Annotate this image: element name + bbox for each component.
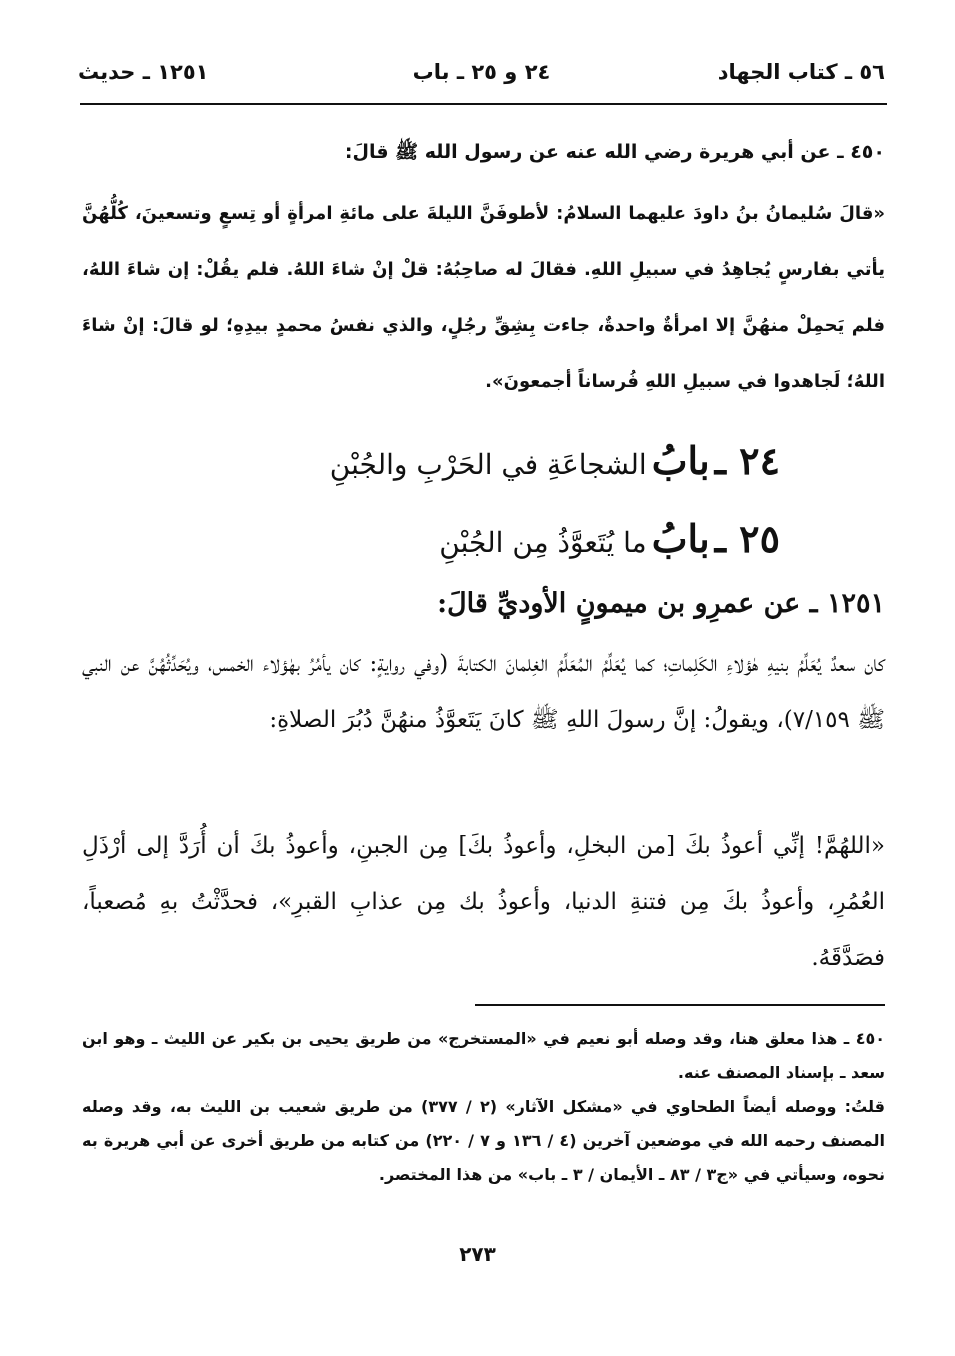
hadith-1251-heading xyxy=(82,588,885,619)
footnote-divider xyxy=(475,1004,885,1006)
chapter-24-label: بابُ xyxy=(651,438,710,483)
hadith-1251-supplication xyxy=(82,818,885,986)
chapter-25-title: ما يُتَعوَّذُ مِن الجُبْنِ xyxy=(439,526,647,559)
chapter-24-title: الشجاعَةِ في الحَرْبِ والجُبْنِ xyxy=(329,448,647,481)
chapter-24-number: ٢٤ ـ xyxy=(714,438,780,483)
footnote-450: ٤٥٠ ـ هذا معلق هنا، وقد وصله أبو نعيم في «المستخرج» من طريق يحيى بن بكير عن الليث ـ وهو ابن سعد ـ بإسناد المصنف عنه. xyxy=(82,1029,885,1082)
hadith-450 xyxy=(82,140,885,168)
running-header xyxy=(78,60,885,96)
hadith-1251-title: ١٢٥١ ـ عن عمرِو بن ميمونٍ الأوديِّ قالَ: xyxy=(437,588,885,619)
footnote-450-comment: قلتُ: ووصله أيضاً الطحاوي في «مشكل الآثار» (٢ / ٣٧٧) من طريق شعيب بن الليث به، وقد وصله المصنف رحمه الله في موضعين آخرين (٤ / ١٣٦ و ٧ / ٢٢٠) من كتابه من طريق أخرى عن أبي هريرة به نحوه، وسيأتي في «ج٣ / ٨٣ ـ الأيمان / ٣ ـ باب» من هذا المختصر. xyxy=(82,1097,886,1184)
header-chapter-range: ٢٤ و ٢٥ ـ باب xyxy=(412,60,551,84)
chapter-24-heading xyxy=(330,438,780,483)
hadith-1251-body xyxy=(82,636,885,748)
chapter-25-number: ٢٥ ـ xyxy=(714,516,780,561)
chapter-25-heading xyxy=(439,516,780,561)
hadith-450-title: ٤٥٠ ـ عن أبي هريرة رضي الله عنه عن رسول الله ﷺ قالَ: xyxy=(344,141,885,163)
hadith-1251-paragraph-1: كان سعدٌ يُعَلِّمُ بنيهِ هٰؤلاءِ الكَلِماتِ؛ كما يُعَلِّمُ المُعَلِّمُ الغِلمانَ الكتابةَ (وفي روايةٍ: كان يأمُرُ بهٰؤلاء الخمس، ويُحَدِّثُهُنَّ عن النبي ﷺ ٧/١٥٩)، ويقولُ: إنَّ رسولَ اللهِ ﷺ كانَ يَتَعوَّذُ منهُنَّ دُبُرَ الصلاةِ: xyxy=(82,651,885,733)
page-number: ٢٧٣ xyxy=(459,1242,496,1266)
hadith-1251-paragraph-2: «اللهُمَّ! إنِّي أعوذُ بكَ [من البخلِ، وأعوذُ بكَ] مِن الجبنِ، وأعوذُ بكَ أن أُرَدَّ إلى أرْذَلِ العُمُرِ، وأعوذُ بكَ مِن فتنةِ الدنيا، وأعوذُ بك مِن عذابِ القبرِ»، فحدَّثْتُ بهِ مُصعباً، فصَدَّقَهُ. xyxy=(82,833,885,971)
header-book-title: ٥٦ ـ كتاب الجهاد xyxy=(717,60,885,84)
hadith-450-body xyxy=(82,186,885,410)
footnotes xyxy=(82,1022,885,1192)
hadith-450-text: «قالَ سُليمانُ بنُ داودَ عليهما السلامُ: لأطوفَنَّ الليلةَ على مائةِ امرأةٍ أو تِسعٍ وتسعينَ، كُلُّهُنَّ يأتي بفارسٍ يُجاهِدُ في سبيلِ اللهِ. فقالَ له صاحِبُهُ: قلْ إنْ شاءَ اللهُ. فلم يقُلْ: إن شاءَ اللهُ، فلم يَحمِلْ منهُنَّ إلا امرأةٌ واحدةٌ، جاءت بِشِقِّ رجُلٍ، والذي نفسُ محمدٍ بيدِهِ؛ لو قالَ: إنْ شاءَ اللهُ؛ لَجاهدوا في سبيلِ اللهِ فُرساناً أجمعونَ». xyxy=(82,203,885,392)
header-hadith-number: ١٢٥١ ـ حديث xyxy=(78,60,209,84)
chapter-25-label: بابُ xyxy=(651,516,710,561)
header-divider xyxy=(80,103,887,105)
